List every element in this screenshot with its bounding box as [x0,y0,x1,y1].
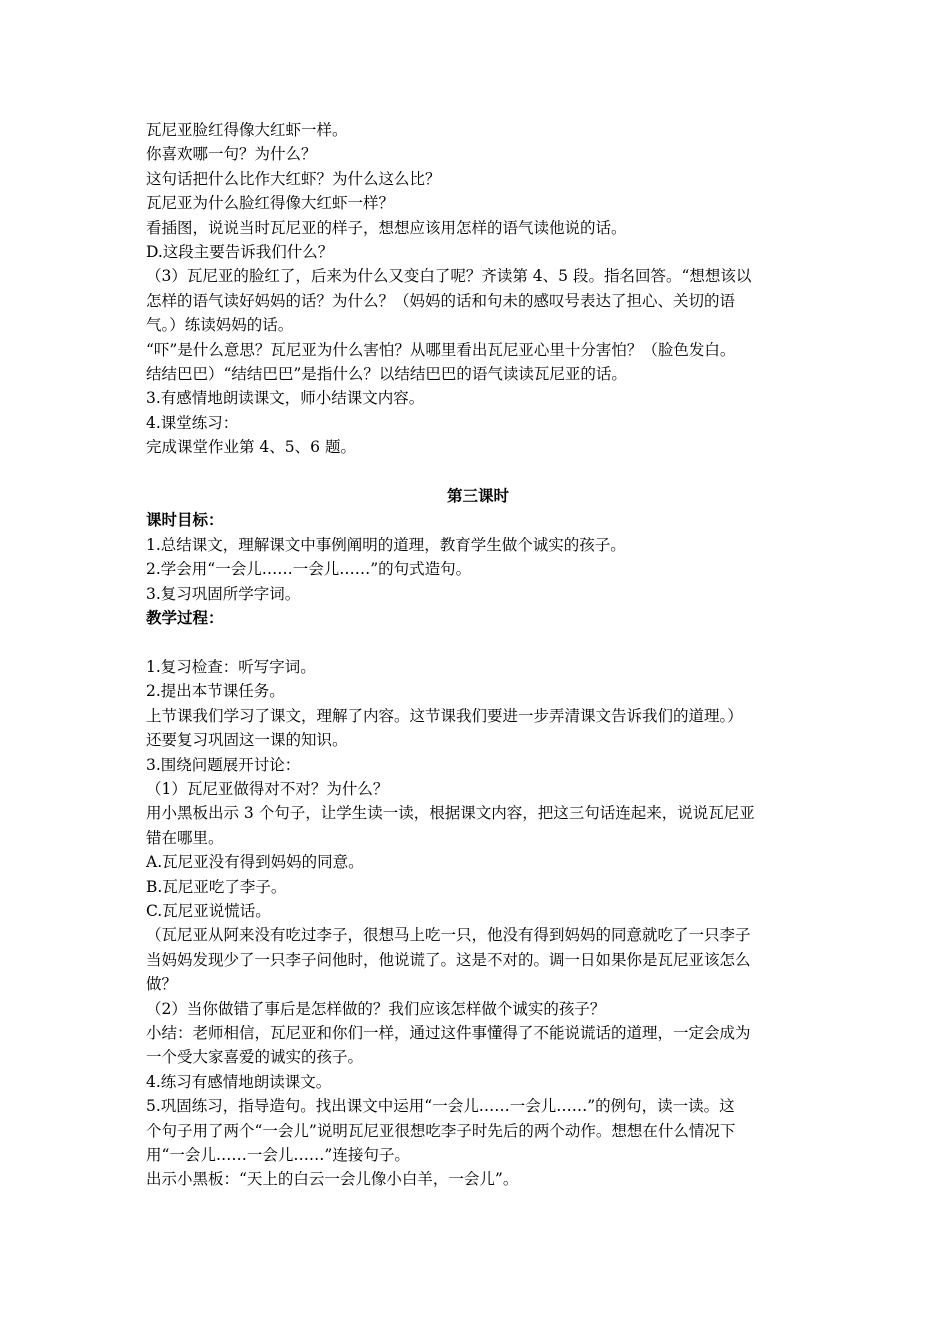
section-previous [146,118,810,460]
process-line: 还要复习巩固这一课的知识。 [146,731,348,750]
text-line: 3.有感情地朗读课文，师小结课文内容。 [146,389,425,408]
process-line: 1.复习检查：听写字词。 [146,657,316,676]
process-heading: 教学过程： [146,609,224,628]
text-line: （3）瓦尼亚的脸红了，后来为什么又变白了呢？齐读第 4、5 段。指名回答。“想想该以 [146,267,752,286]
process-line: 个句子用了两个“一会儿”说明瓦尼亚很想吃李子时先后的两个动作。想想在什么情况下 [146,1121,736,1140]
text-line: 4.课堂练习： [146,413,239,432]
text-line: 怎样的语气读好妈妈的话？为什么？（妈妈的话和句未的感叹号表达了担心、关切的语 [146,291,736,310]
text-line: 瓦尼亚脸红得像大红虾一样。 [146,121,348,139]
process-line: 小结：老师相信，瓦尼亚和你们一样，通过这件事懂得了不能说谎话的道理，一定会成为 [146,1024,751,1042]
process-line: 出示小黑板：“天上的白云一会儿像小白羊，一会儿”。 [146,1170,519,1189]
process-line: 3.围绕问题展开讨论： [146,755,301,774]
text-line: 气。）练读妈妈的话。 [146,316,294,335]
text-line: “吓”是什么意思？瓦尼亚为什么害怕？从哪里看出瓦尼亚心里十分害怕？（脸色发白。 [146,340,736,359]
process-line: 2.提出本节课任务。 [146,682,285,701]
process-line: 用“一会儿……一会儿……”连接句子。 [146,1146,410,1165]
process-line: 4.练习有感情地朗读课文。 [146,1072,332,1091]
goal-item: 1.总结课文，理解课文中事例阐明的道理，教育学生做个诚实的孩子。 [146,535,626,554]
process-line: 当妈妈发现少了一只李子问他时，他说谎了。这是不对的。调一日如果你是瓦尼亚该怎么 [146,950,751,969]
text-line: D.这段主要告诉我们什么？ [146,243,334,262]
process-line: （瓦尼亚从阿来没有吃过李子，很想马上吃一只，他没有得到妈妈的同意就吃了一只李子 [146,926,751,945]
process-line: 一个受大家喜爱的诚实的孩子。 [146,1048,364,1067]
process-line: 做？ [146,975,178,994]
text-line: 你喜欢哪一句？为什么？ [146,145,317,164]
text-line: 瓦尼亚为什么脸红得像大红虾一样？ [146,194,395,213]
process-line: 上节课我们学习了课文，理解了内容。这节课我们要进一步弄清课文告诉我们的道理。） [146,706,743,725]
process-line: B.瓦尼亚吃了李子。 [146,877,287,896]
process-line: A.瓦尼亚没有得到妈妈的同意。 [146,853,364,872]
goals-heading: 课时目标： [146,511,224,530]
goal-item: 3.复习巩固所学字词。 [146,584,301,603]
text-line: 完成课堂作业第 4、5、6 题。 [146,438,356,457]
lesson-title: 第三课时 [446,487,509,506]
process-line: 错在哪里。 [146,828,224,847]
goal-item: 2.学会用“一会儿……一会儿……”的句式造句。 [146,560,472,579]
text-line: 结结巴巴）“结结巴巴”是指什么？以结结巴巴的语气读读瓦尼亚的话。 [146,365,627,384]
process-line: （1）瓦尼亚做得对不对？为什么？ [146,779,389,798]
spacer [146,460,810,484]
process-list [146,655,810,1192]
document-page [146,118,810,1192]
process-line: 5.巩固练习，指导造句。找出课文中运用“一会儿……一会儿……”的例句，读一读。这 [146,1097,735,1116]
process-line: （2）当你做错了事后是怎样做的？我们应该怎样做个诚实的孩子？ [146,999,606,1018]
text-line: 这句话把什么比作大红虾？为什么这么比？ [146,169,441,188]
process-line: 用小黑板出示 3 个句子，让学生读一读，根据课文内容，把这三句话连起来，说说瓦尼亚 [146,804,755,823]
goals-list [146,533,810,606]
text-line: 看插图，说说当时瓦尼亚的样子，想想应该用怎样的语气读他说的话。 [146,218,627,237]
process-line: C.瓦尼亚说慌话。 [146,901,271,920]
spacer [146,631,810,655]
